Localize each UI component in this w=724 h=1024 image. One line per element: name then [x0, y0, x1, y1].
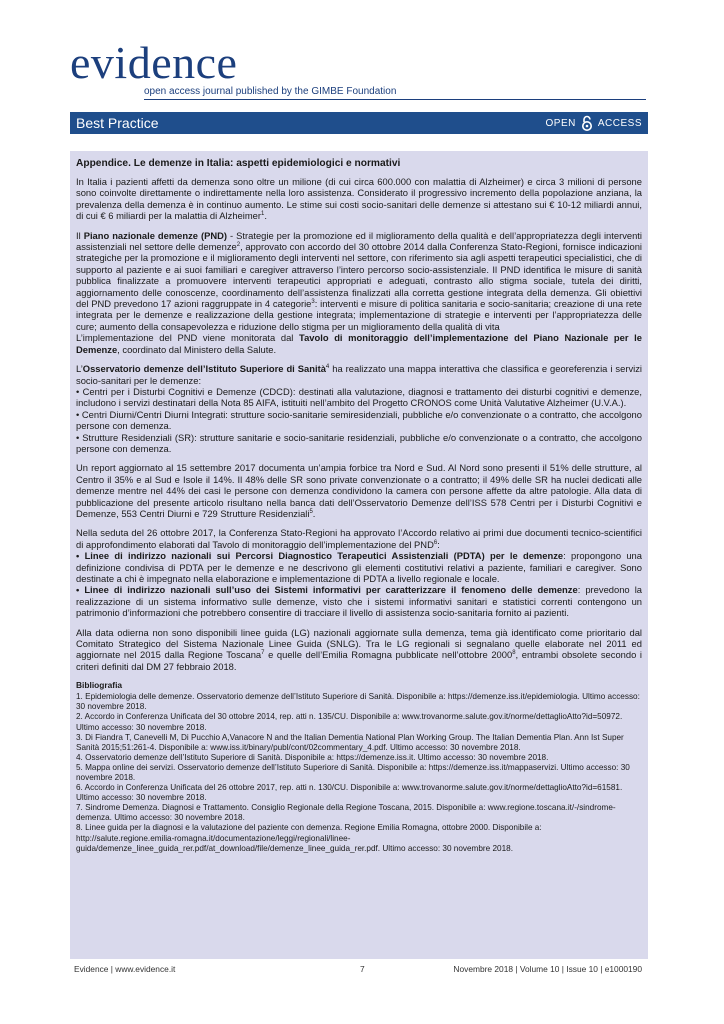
open-access-lock-icon [580, 115, 594, 131]
bullet-centri-diurni: • Centri Diurni/Centri Diurni Integrati: strutture socio-sanitarie semiresidenziali, pubbliche e/o convenzionate o a contratto, che accolgono persone con demenza. [76, 408, 642, 432]
paragraph-5: Nella seduta del 26 ottobre 2017, la Conferenza Stato-Regioni ha approvato l’Accordo relativo ai primi due documenti tecnico-scientifici di approfondimento elaborati dal Tavolo di monitoraggio dell’implementazione del PND$^6$: • Linee di indirizzo nazionali sui Percorsi Diagnostico Terapeutici Assistenziali (PDTA) per le demenze: propongono una definizione condivisa di PDTA per le demenze e ne descrivono gli elementi costitutivi relativi a paziente, familiari e caregiver. Sono destinate a chi è impegnato nella elaborazione e implementazione di PDTA a livello regionale e locale. • Linee di indirizzo nazionali sull’uso dei Sistemi informativi per caratterizzare il fenomeno delle demenze: prevedono la realizzazione di un sistema informativo sulle demenze, visto che i sistemi informativi sanitari e statistici correnti contengono un patrimonio d’informazioni che potrebbero consentire di tracciare il livello di assistenza socio-sanitaria fornito ai pazienti. [76, 527, 642, 619]
page-number: 7 [360, 964, 365, 974]
appendix-title: Appendice. Le demenze in Italia: aspetti epidemiologici e normativi [76, 158, 401, 169]
reference-item: 2. Accordo in Conferenza Unificata del 30 ottobre 2014, rep. atti n. 135/CU. Disponibile a: www.trovanorme.salute.gov.it/norme/dettaglioAtto?id=50972. Ultimo accesso: 30 novembre 2018. [76, 712, 623, 732]
footer-journal: Evidence | www.evidence.it [74, 964, 176, 974]
bibliography-title: Bibliografia [76, 680, 123, 691]
journal-logo: evidence [70, 37, 238, 88]
paragraph-2: Il Piano nazionale demenze (PND) - Strategie per la promozione ed il miglioramento della qualità e dell’appropriatezza degli interventi assistenziali nel settore delle demenze$^2$, approvato con accordo del 30 ottobre 2014 dalla Conferenza Stato-Regioni, fornisce indicazioni strategiche per la promozione e il miglioramento degli interventi nel settore, con riferimento sia agli aspetti terapeutici specialistici, che di supporto al paziente e ai suoi familiari e caregiver attraverso l’intero percorso socio-assistenziale. Il PND identifica le misure di sanità pubblica finalizzate a promuovere interventi terapeutici appropriati e adeguati, contrasto allo stigma sociale, tutela dei diritti, aggiornamento delle conoscenze, coordinamento dell’assistenza finalizzati alla corretta gestione integrata della demenza. Gli obiettivi del PND prevedono 17 azioni raggruppate in 4 categorie$^3$: interventi e misure di politica sanitaria e socio-sanitaria; creazione di una rete integrata per le demenze e realizzazione della gestione integrata; implementazione di strategie e interventi per l’appropriatezza delle cure; aumento della consapevolezza e riduzione dello stigma per un miglioramento della qualità di vita L’implementazione del PND viene monitorata dal Tavolo di monitoraggio dell’implementazione del Piano Nazionale per le Demenze, coordinato dal Ministero della Salute. [76, 229, 642, 355]
appendix-panel [70, 151, 648, 959]
journal-tagline: open access journal published by the GIMBE Foundation [144, 86, 397, 97]
reference-item: 3. Di Fiandra T, Canevelli M, Di Pucchio A,Vanacore N and the Italian Dementia National Plan Working Group. The Italian Dementia Plan. Ann Ist Super Sanità 2015;51:261-4. Disponibile a: www.iss.it/binary/publ/cont/02commentary_4.pdf. Ultimo accesso: 30 novembre 2018. [76, 732, 624, 752]
paragraph-6: Alla data odierna non sono disponibili linee guida (LG) nazionali aggiornate sulla demenza, tema già identificato come prioritario dal Comitato Strategico del Sistema Nazionale Linee Guida (SNLG). Tra le LG regionali si segnalano quelle elaborate nel 2011 ed aggiornate nel 2015 dalla Regione Toscana$^7$ e quelle dell’Emilia Romagna pubblicate nell’ottobre 2000$^8$, entrambi obsolete secondo i criteri definiti dal DM 27 febbraio 2018. [76, 626, 642, 672]
tagline-divider [144, 99, 646, 100]
bullet-strutture-residenziali: • Strutture Residenziali (SR): strutture sanitarie e socio-sanitarie residenziali, pubbliche e/o convenzionate o a contratto, che accolgono persone con demenza. [76, 431, 642, 454]
footer-issue: Novembre 2018 | Volume 10 | Issue 10 | e1000190 [453, 964, 642, 974]
open-access-badge [546, 115, 642, 131]
paragraph-3: L’Osservatorio demenze dell’Istituto Superiore di Sanità$^4$ ha realizzato una mappa interattiva che classifica e georeferenzia i servizi socio-sanitari per le demenze: • Centri per i Disturbi Cognitivi e Demenze (CDCD): destinati alla valutazione, diagnosi e trattamento dei disturbi cognitivi e demenze, includono i servizi destinatari della Nota 85 AIFA, istituiti nell’ambito del Progetto CRONOS come Unità Valutative Alzheimer (U.V.A.). • Centri Diurni/Centri Diurni Integrati: strutture socio-sanitarie semiresidenziali, pubbliche e/o convenzionate o a contratto, che accolgono persone con demenza. • Strutture Residenziali (SR): strutture sanitarie e socio-sanitarie residenziali, pubbliche e/o convenzionate o a contratto, che accolgono persone con demenza. [76, 363, 642, 454]
paragraph-4: Un report aggiornato al 15 settembre 2017 documenta un’ampia forbice tra Nord e Sud. Al Nord sono presenti il 51% delle strutture, al Centro il 35% e al Sud e Isole il 14%. Il 48% delle SR sono private convenzionate o a contratto; il 49% delle SR ha nuclei dedicati alle demenze mentre nel 44% dei casi le persone con demenza condividono la camera con persone affette da altre patologie. Alla data di pubblicazione del presente articolo risultano nella banca dati dell’Osservatorio Demenze dell’ISS 578 Centri per i Disturbi Cognitivi e Demenze, 553 Centri Diurni e 729 Strutture Residenziali$^5$. [76, 462, 642, 519]
reference-item: 7. Sindrome Demenza. Diagnosi e Trattamento. Consiglio Regionale della Regione Toscana, 2015. Disponibile a: www.regione.toscana.it/-/sindrome-demenza. Ultimo accesso: 30 novembre 2018. [76, 803, 616, 823]
journal-header [0, 0, 724, 112]
open-access-label-open: OPEN [545, 117, 576, 129]
paragraph-1: In Italia i pazienti affetti da demenza sono oltre un milione (di cui circa 600.000 con malattia di Alzheimer) e circa 3 milioni di persone sono coinvolte direttamente o indirettamente nella loro assistenza. Considerato il progressivo incremento della popolazione anziana, la prevalenza della demenza è in continuo aumento. Le stime sui costi socio-sanitari delle demenze si attestano sui € 10-12 miliardi annui, di cui € 6 miliardi per la malattia di Alzheimer$^1$. [76, 176, 642, 222]
reference-item: 8. Linee guida per la diagnosi e la valutazione del paziente con demenza. Regione Emilia Romagna, ottobre 2000. Disponibile a: http://salute.regione.emilia-romagna.it/documentazione/leggi/regionali/linee-guida/demenze_linee_guida_rer.pdf/at_download/file/demenze_linee_guida_rer.pdf. Ultimo accesso: 30 novembre 2018. [76, 823, 542, 853]
bullet-cdcd: • Centri per i Disturbi Cognitivi e Demenze (CDCD): destinati alla valutazione, diagnosi e trattamento dei disturbi cognitivi e demenze, includono i servizi destinatari della Nota 85 AIFA, istituiti nell’ambito del Progetto CRONOS come Unità Valutative Alzheimer (U.V.A.). [76, 385, 642, 409]
reference-item: 5. Mappa online dei servizi. Osservatorio demenze dell’Istituto Superiore di Sanità. Disponibile a: https://demenze.iss.it/mappaservizi. Ultimo accesso: 30 novembre 2018. [76, 762, 630, 782]
bibliography-list [76, 692, 642, 854]
page-footer [70, 962, 648, 976]
open-access-label-access: ACCESS [597, 117, 642, 129]
reference-item: 4. Osservatorio demenze dell’Istituto Superiore di Sanità. Disponibile a: https://demenze.iss.it. Ultimo accesso: 30 novembre 2018. [76, 752, 549, 762]
section-title: Best Practice [76, 115, 159, 131]
section-banner [70, 112, 648, 134]
reference-item: 6. Accordo in Conferenza Unificata del 26 ottobre 2017, rep. atti n. 130/CU. Disponibile a: www.trovanorme.salute.gov.it/norme/dettaglioAtto?id=61581. Ultimo accesso: 30 novembre 2018. [76, 783, 623, 803]
reference-item: 1. Epidemiologia delle demenze. Osservatorio demenze dell’Istituto Superiore di Sanità. Disponibile a: https://demenze.iss.it/epidemiologia. Ultimo accesso: 30 novembre 2018. [76, 692, 640, 712]
